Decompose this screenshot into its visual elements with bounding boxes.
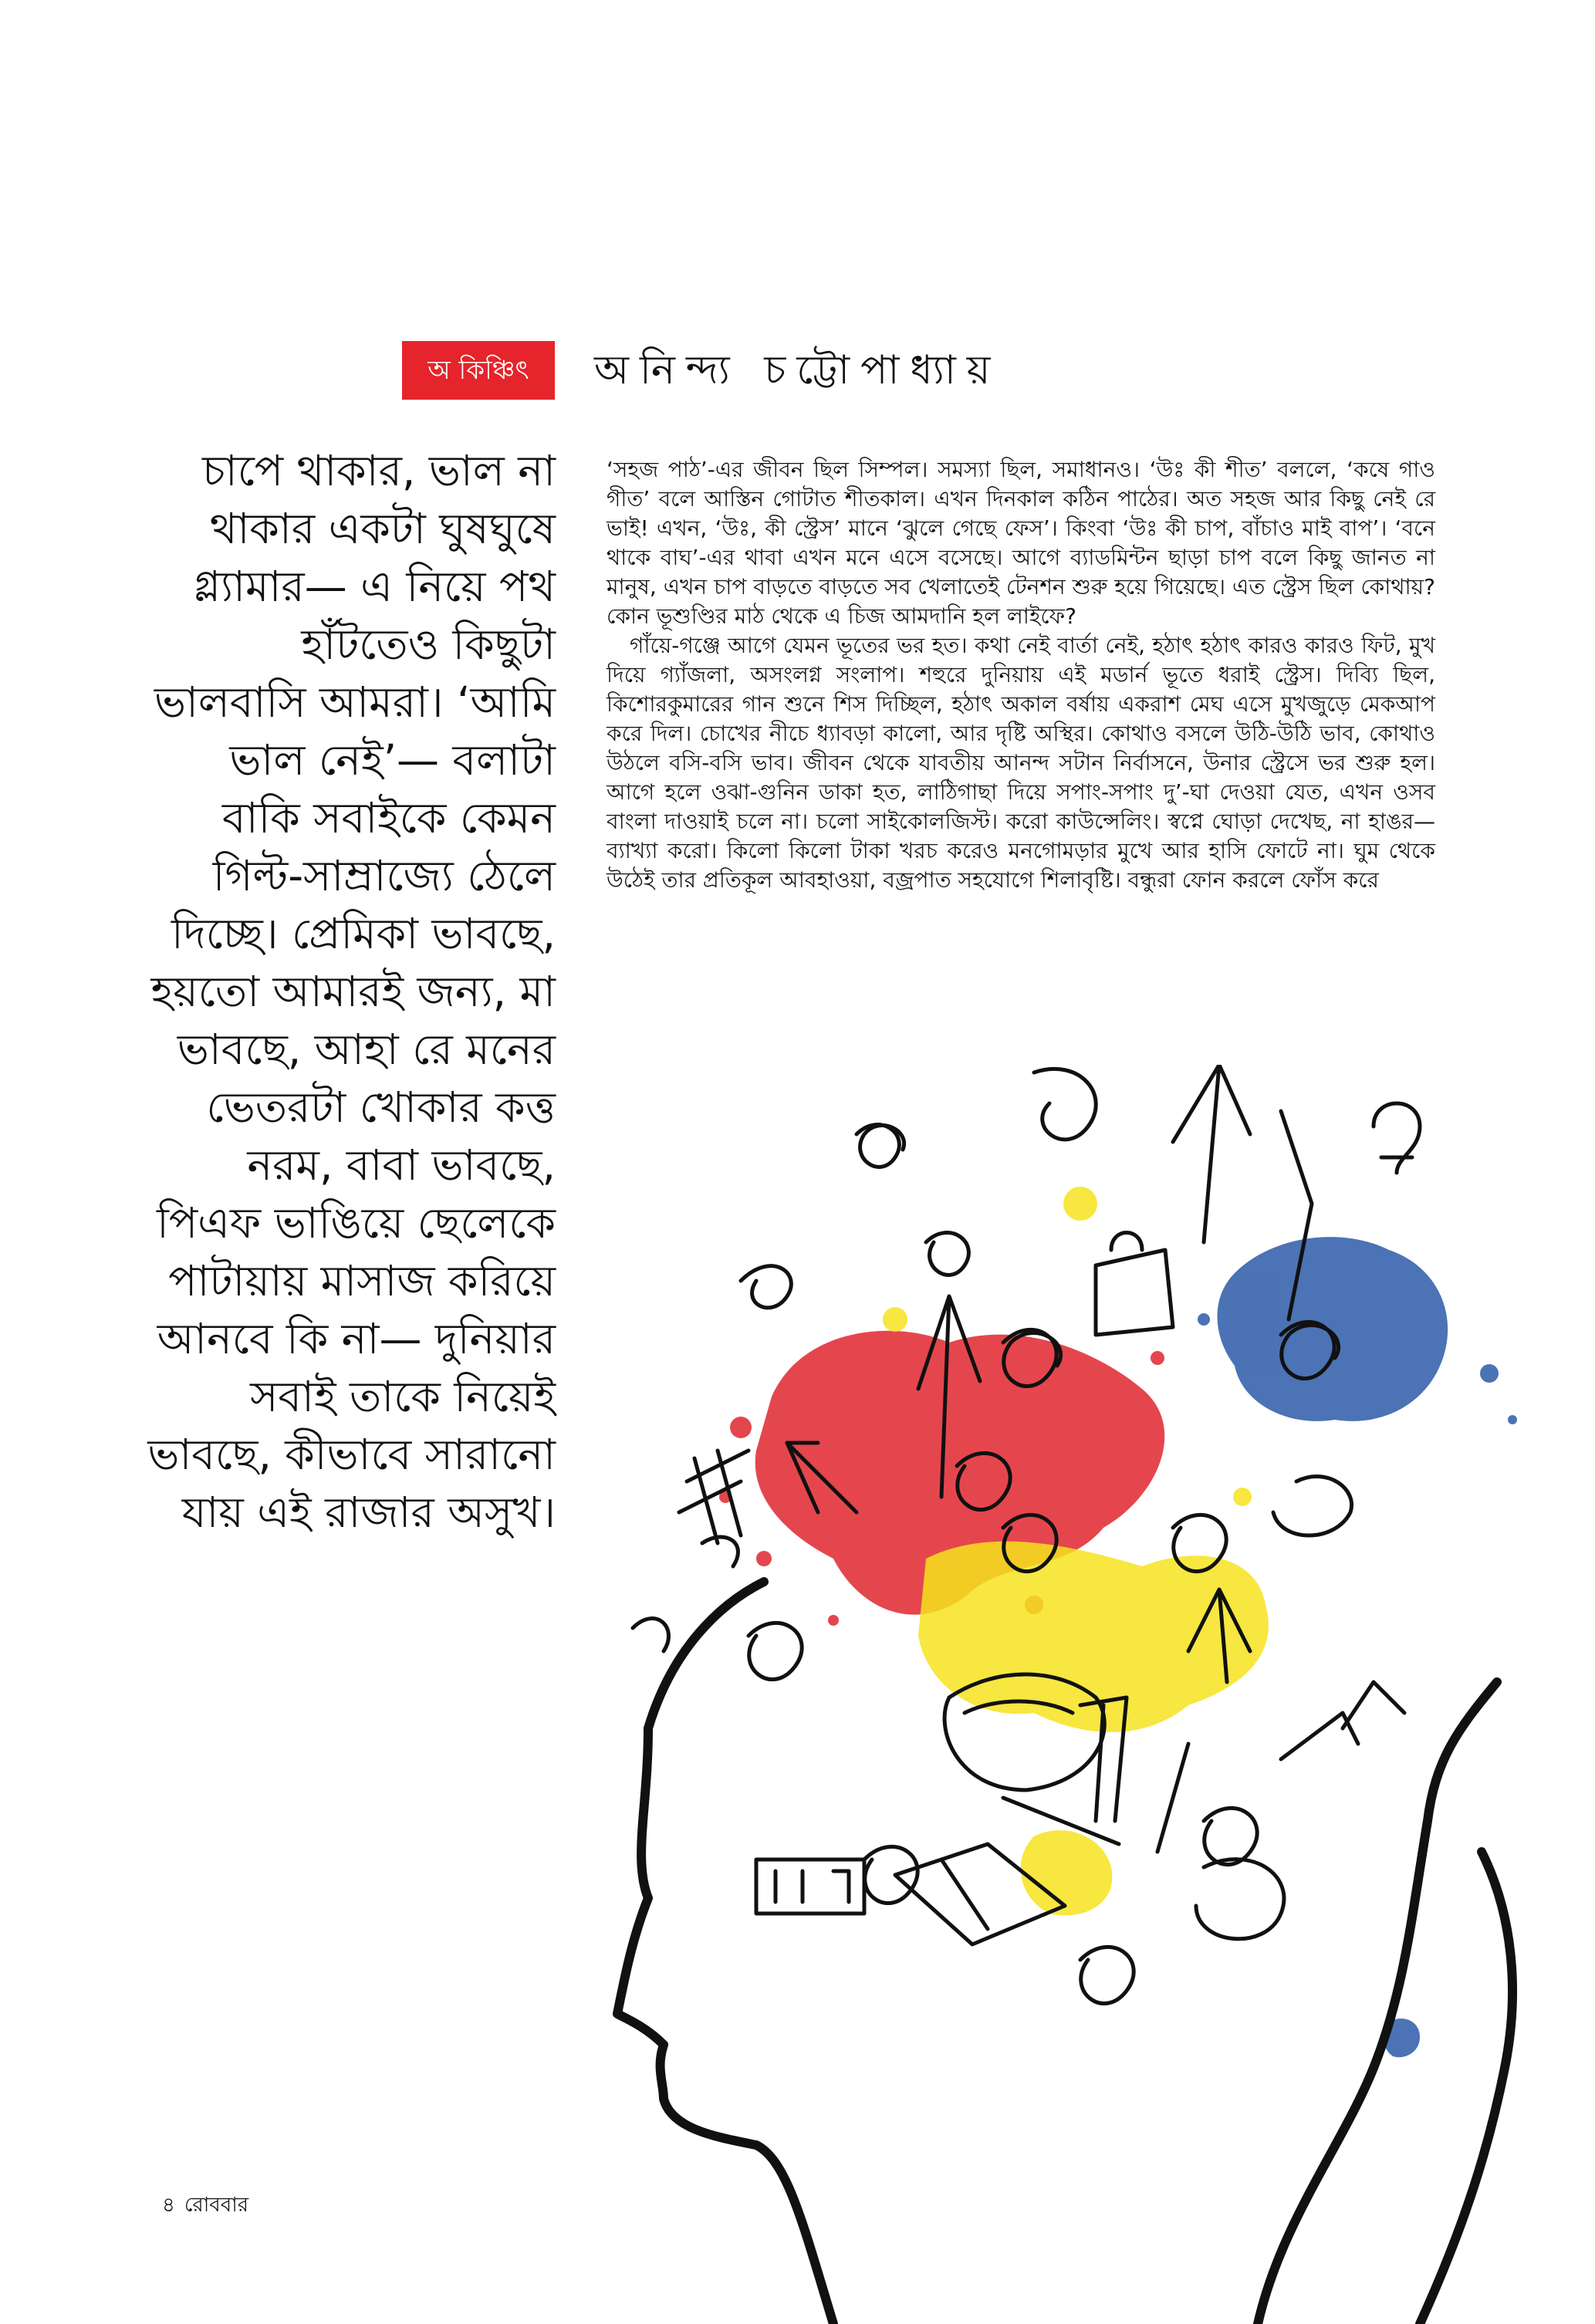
author-name: অনিন্দ্য চট্টোপাধ্যায় <box>594 347 1002 394</box>
pull-quote: চাপে থাকার, ভাল না থাকার একটা ঘুষঘুষে গ্ল্যামার— এ নিয়ে পথ হাঁটতেও কিছুটা ভালবাসি আমরা। ‘আমি ভাল নেই’— বলাটা বাকি সবাইকে কেমন গিল্ট-সাম্রাজ্যে ঠেলে দিচ্ছে। প্রেমিকা ভাবছে, হয়তো আমারই জন্য, মা ভাবছে, আহা রে মনের ভেতরটা খোকার কত্ত নরম, বাবা ভাবছে, পিএফ ভাঙিয়ে ছেলেকে পাটায়ায় মাসাজ করিয়ে আনবে কি না— দুনিয়ার সবাই তাকে নিয়েই ভাবছে, কীভাবে সারানো যায় এই রাজার অসুখ। <box>147 446 556 1537</box>
magazine-name: রোববার <box>184 2194 249 2217</box>
article-body <box>607 455 1435 1042</box>
section-tag: অ কিঞ্চিৎ <box>402 341 555 400</box>
body-paragraph-1: ‘সহজ পাঠ’-এর জীবন ছিল সিম্পল। সমস্যা ছিল, সমাধানও। ‘উঃ কী শীত’ বললে, ‘কষে গাও গীত’ বলে আস্তিন গোটাত শীতকাল। এখন দিনকাল কঠিন পাঠের। অত সহজ আর কিছু নেই রে ভাই! এখন, ‘উঃ, কী স্ট্রেস’ মানে ‘ঝুলে গেছে ফেস’। কিংবা ‘উঃ কী চাপ, বাঁচাও মাই বাপ’। ‘বনে থাকে বাঘ’-এর থাবা এখন মনে এসে বসেছে। আগে ব্যাডমিন্টন ছাড়া চাপ বলে কিছু জানত না মানুষ, এখন চাপ বাড়তে বাড়তে সব খেলাতেই টেনশন শুরু হয়ে গিয়েছে। এত স্ট্রেস ছিল কোথায়? কোন ভূশুণ্ডির মাঠ থেকে এ চিজ আমদানি হল লাইফে? <box>607 457 1435 629</box>
page-number: ৪ <box>162 2194 175 2217</box>
head-profile-with-doodles-icon <box>602 1065 1574 2324</box>
body-paragraph-2: গাঁয়ে-গঞ্জে আগে যেমন ভূতের ভর হত। কথা নেই বার্তা নেই, হঠাৎ হঠাৎ কারও কারও ফিট, মুখ দিয়ে গ্যাঁজলা, অসংলগ্ন সংলাপ। শহুরে দুনিয়ায় এই মডার্ন ভূতে ধরাই স্ট্রেস। দিব্যি ছিল, কিশোরকুমারের গান শুনে শিস দিচ্ছিল, হঠাৎ অকাল বর্ষায় একরাশ মেঘ এসে মুখজুড়ে মেকআপ করে দিল। চোখের নীচে ধ্যাবড়া কালো, আর দৃষ্টি অস্থির। কোথাও বসলে উঠি-উঠি ভাব, কোথাও উঠলে বসি-বসি ভাব। জীবন থেকে যাবতীয় আনন্দ সটান নির্বাসনে, উনার স্ট্রেসে ভর শুরু হল। আগে হলে ওঝা-গুনিন ডাকা হত, লাঠিগাছা দিয়ে সপাং-সপাং দু’-ঘা দেওয়া যেত, এখন ওসব বাংলা দাওয়াই চলে না। চলো সাইকোলজিস্ট। করো কাউন্সেলিং। স্বপ্নে ঘোড়া দেখেছ, না হাঙর— ব্যাখ্যা করো। কিলো কিলো টাকা খরচ করেও মনগোমড়ার মুখে আর হাসি ফোটে না। ঘুম থেকে উঠেই তার প্রতিকূল আবহাওয়া, বজ্রপাত সহযোগে শিলাবৃষ্টি। বন্ধুরা ফোন করলে ফোঁস করে <box>607 633 1435 893</box>
page-folio <box>162 2190 258 2221</box>
